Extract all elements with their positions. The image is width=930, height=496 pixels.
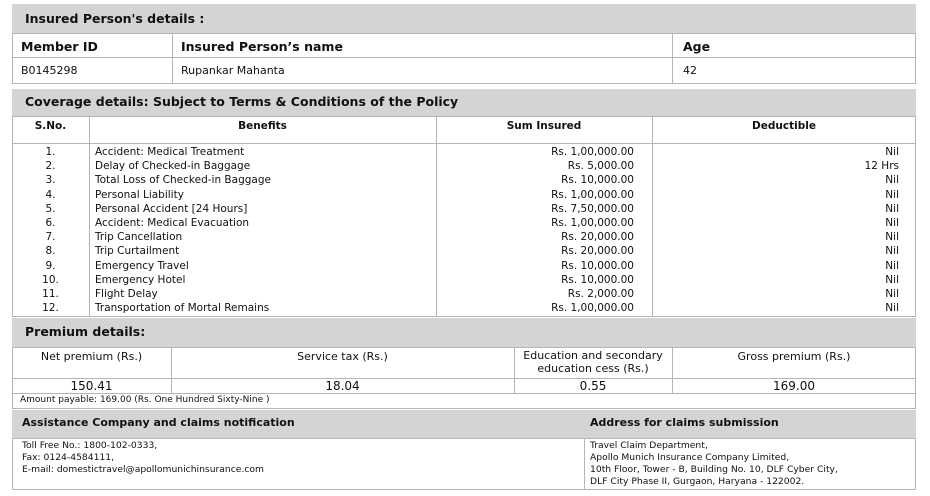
cess-header-line1: Education and secondary bbox=[523, 349, 663, 362]
coverage-sno: 9. bbox=[45, 259, 56, 272]
coverage-sum-insured: Rs. 1,00,000.00 bbox=[551, 217, 634, 229]
sum-insured-header: Sum Insured bbox=[506, 120, 582, 132]
coverage-deductible: Nil bbox=[885, 273, 899, 286]
coverage-deductible: Nil bbox=[885, 245, 899, 258]
coverage-sno: 3. bbox=[45, 174, 56, 187]
coverage-deductible: Nil bbox=[885, 288, 899, 300]
age-value-cell bbox=[672, 57, 916, 84]
toll-free-line: Toll Free No.: 1800-102-0333, bbox=[22, 440, 158, 451]
coverage-benefit: Accident: Medical Treatment bbox=[95, 146, 245, 158]
coverage-benefit: Personal Accident [24 Hours] bbox=[95, 202, 248, 215]
claims-address-details bbox=[590, 440, 838, 488]
service-tax-header: Service tax (Rs.) bbox=[297, 350, 388, 363]
coverage-sum-insured: Rs. 10,000.00 bbox=[561, 259, 634, 272]
net-premium-value: 150.41 bbox=[70, 379, 113, 393]
coverage-benefit: Delay of Checked-in Baggage bbox=[95, 160, 251, 173]
coverage-benefit: Emergency Travel bbox=[95, 259, 189, 272]
coverage-deductible: Nil bbox=[885, 231, 899, 244]
age-header-cell bbox=[672, 33, 916, 58]
cess-header-line2: education cess (Rs.) bbox=[537, 362, 649, 375]
coverage-sum-insured: Rs. 20,000.00 bbox=[561, 245, 634, 258]
premium-section-title: Premium details: bbox=[25, 324, 146, 339]
coverage-benefit: Accident: Medical Evacuation bbox=[95, 217, 250, 229]
address-line-1: Travel Claim Department, bbox=[590, 440, 708, 451]
member-id-header-cell bbox=[12, 33, 173, 58]
address-line-4: DLF City Phase II, Gurgaon, Haryana - 122002. bbox=[590, 476, 805, 487]
coverage-benefit: Trip Cancellation bbox=[95, 231, 183, 244]
service-tax-value: 18.04 bbox=[325, 379, 360, 393]
claims-address-title: Address for claims submission bbox=[590, 416, 779, 429]
coverage-deductible: Nil bbox=[885, 202, 899, 215]
coverage-benefit: Transportation of Mortal Remains bbox=[95, 302, 270, 315]
coverage-sno: 11. bbox=[42, 288, 59, 300]
coverage-sno: 10. bbox=[42, 273, 59, 286]
coverage-sno: 4. bbox=[45, 188, 56, 201]
address-line-3: 10th Floor, Tower - B, Building No. 10, DLF Cyber City, bbox=[590, 464, 838, 475]
coverage-sum-insured: Rs. 1,00,000.00 bbox=[551, 302, 634, 315]
coverage-deductible: Nil bbox=[885, 174, 899, 187]
insured-name-value: Rupankar Mahanta bbox=[181, 64, 285, 77]
member-id-value: B0145298 bbox=[21, 64, 78, 77]
age-value: 42 bbox=[683, 64, 697, 77]
insured-name-header: Insured Person’s name bbox=[181, 39, 343, 54]
coverage-sno: 12. bbox=[42, 302, 59, 315]
age-header: Age bbox=[683, 39, 711, 54]
coverage-deductible: Nil bbox=[885, 188, 899, 201]
contacts-section-header bbox=[12, 410, 916, 438]
coverage-sno: 8. bbox=[45, 245, 56, 258]
coverage-deductible: Nil bbox=[885, 146, 899, 158]
coverage-sum-insured: Rs. 20,000.00 bbox=[561, 231, 634, 244]
coverage-sum-insured: Rs. 1,00,000.00 bbox=[551, 188, 634, 201]
assistance-title: Assistance Company and claims notification bbox=[22, 416, 295, 429]
assistance-details bbox=[22, 440, 264, 476]
coverage-deductible: Nil bbox=[885, 302, 899, 315]
coverage-section-header bbox=[12, 89, 916, 116]
coverage-sno: 6. bbox=[45, 217, 56, 229]
member-id-header: Member ID bbox=[21, 39, 98, 54]
coverage-deductible: Nil bbox=[885, 217, 899, 229]
coverage-sno: 2. bbox=[45, 160, 56, 173]
email-line: E-mail: domestictravel@apollomunichinsurance.com bbox=[22, 464, 265, 475]
coverage-section-title: Coverage details: Subject to Terms & Conditions of the Policy bbox=[25, 94, 459, 109]
insured-section-title: Insured Person's details : bbox=[25, 11, 205, 26]
gross-premium-header: Gross premium (Rs.) bbox=[737, 350, 851, 363]
coverage-sum-insured: Rs. 7,50,000.00 bbox=[551, 202, 634, 215]
fax-line: Fax: 0124-4584111, bbox=[22, 452, 115, 463]
cess-value: 0.55 bbox=[579, 379, 607, 393]
coverage-benefit: Personal Liability bbox=[95, 188, 184, 201]
sno-header: S.No. bbox=[34, 120, 67, 132]
gross-premium-value: 169.00 bbox=[773, 379, 815, 393]
member-id-value-cell bbox=[12, 57, 173, 84]
amount-payable: Amount payable: 169.00 (Rs. One Hundred Sixty-Nine ) bbox=[20, 395, 270, 405]
name-value-cell bbox=[172, 57, 673, 84]
coverage-sum-insured: Rs. 10,000.00 bbox=[561, 174, 634, 187]
coverage-sum-insured: Rs. 1,00,000.00 bbox=[551, 146, 634, 158]
coverage-benefit: Total Loss of Checked-in Baggage bbox=[95, 174, 271, 187]
deductible-header: Deductible bbox=[752, 120, 816, 132]
coverage-deductible: Nil bbox=[885, 259, 899, 272]
premium-section-header bbox=[12, 318, 916, 347]
coverage-sno: 5. bbox=[45, 202, 56, 215]
insured-section-header bbox=[12, 4, 916, 33]
address-line-2: Apollo Munich Insurance Company Limited, bbox=[590, 452, 790, 463]
coverage-benefit: Emergency Hotel bbox=[95, 273, 186, 286]
coverage-deductible: 12 Hrs bbox=[864, 160, 899, 173]
coverage-sno: 7. bbox=[45, 231, 56, 244]
coverage-benefit: Flight Delay bbox=[95, 288, 158, 300]
coverage-sum-insured: Rs. 5,000.00 bbox=[567, 160, 634, 173]
coverage-sum-insured: Rs. 2,000.00 bbox=[567, 288, 634, 300]
coverage-sum-insured: Rs. 10,000.00 bbox=[561, 273, 634, 286]
name-header-cell bbox=[172, 33, 673, 58]
benefits-header: Benefits bbox=[238, 120, 287, 132]
coverage-benefit: Trip Curtailment bbox=[95, 245, 180, 258]
net-premium-header: Net premium (Rs.) bbox=[40, 350, 143, 363]
coverage-sno: 1. bbox=[45, 146, 56, 158]
